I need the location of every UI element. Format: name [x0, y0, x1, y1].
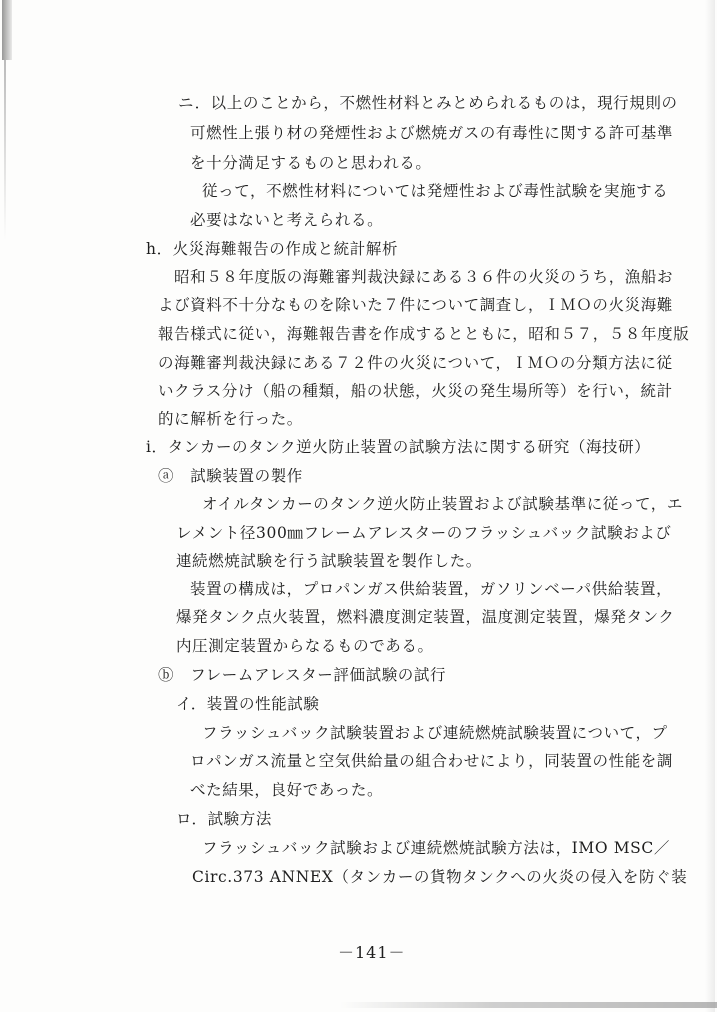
text-line: いクラス分け（船の種類，船の状態，火災の発生場所等）を行い，統計	[158, 382, 673, 400]
page-number: －141－	[338, 943, 406, 962]
text-line: よび資料不十分なものを除いた７件について調査し，ＩＭＯの火災海難	[158, 296, 673, 314]
text-line: Circ.373 ANNEX（タンカーの貨物タンクへの火炎の侵入を防ぐ装	[192, 868, 688, 886]
text-line: フラッシュバック試験および連続燃焼試験方法は，IMO MSC／	[202, 839, 670, 857]
scan-bottom-shadow	[340, 1002, 717, 1008]
scan-edge-line	[4, 60, 6, 240]
item-heading-ro: ロ．試験方法	[176, 810, 272, 828]
scan-edge-mark	[2, 0, 12, 60]
text-line: 連続燃焼試験を行う試験装置を製作した。	[176, 552, 482, 570]
text-line: 報告様式に従い，海難報告書を作成するとともに，昭和５７，５８年度版	[158, 325, 690, 343]
section-heading-i: i．タンカーのタンク逆火防止装置の試験方法に関する研究（海技研）	[146, 438, 651, 456]
text-line: の海難審判裁決録にある７２件の火災について，ＩＭＯの分類方法に従	[158, 354, 673, 372]
scan-right-shadow	[705, 0, 715, 1012]
text-line: 的に解析を行った。	[158, 410, 303, 428]
text-line: べた結果，良好であった。	[190, 781, 384, 799]
text-line: 可燃性上張り材の発煙性および燃焼ガスの有毒性に関する許可基準	[190, 124, 674, 142]
text-line: ニ．以上のことから，不燃性材料とみとめられるものは，現行規則の	[178, 94, 678, 112]
text-line: レメント径300㎜フレームアレスターのフラッシュバック試験および	[176, 524, 672, 542]
text-line: フラッシュバック試験装置および連続燃焼試験装置について，プ	[202, 724, 668, 742]
text-line: を十分満足するものと思われる。	[190, 154, 432, 172]
text-line: 装置の構成は，プロパンガス供給装置，ガソリンベーパ供給装置，	[190, 580, 673, 598]
item-heading-i: イ．装置の性能試験	[176, 695, 320, 713]
text-line: 必要はないと考えられる。	[190, 211, 384, 229]
text-line: 爆発タンク点火装置，燃料濃度測定装置，温度測定装置，爆発タンク	[176, 608, 675, 626]
section-heading-h: h．火災海難報告の作成と統計解析	[146, 240, 399, 258]
text-line: ロパンガス流量と空気供給量の組合わせにより，同装置の性能を調	[190, 752, 674, 770]
text-line: 昭和５８年度版の海難審判裁決録にある３６件の火災のうち，漁船お	[174, 268, 674, 286]
subsection-heading-b: ⓑ フレームアレスター評価試験の試行	[158, 666, 447, 684]
text-line: 従って，不燃性材料については発煙性および毒性試験を実施する	[202, 182, 669, 200]
text-line: オイルタンカーのタンク逆火防止装置および試験基準に従って，エ	[202, 495, 683, 513]
subsection-heading-a: ⓐ 試験装置の製作	[158, 467, 303, 485]
text-line: 内圧測定装置からなるものである。	[176, 637, 434, 655]
